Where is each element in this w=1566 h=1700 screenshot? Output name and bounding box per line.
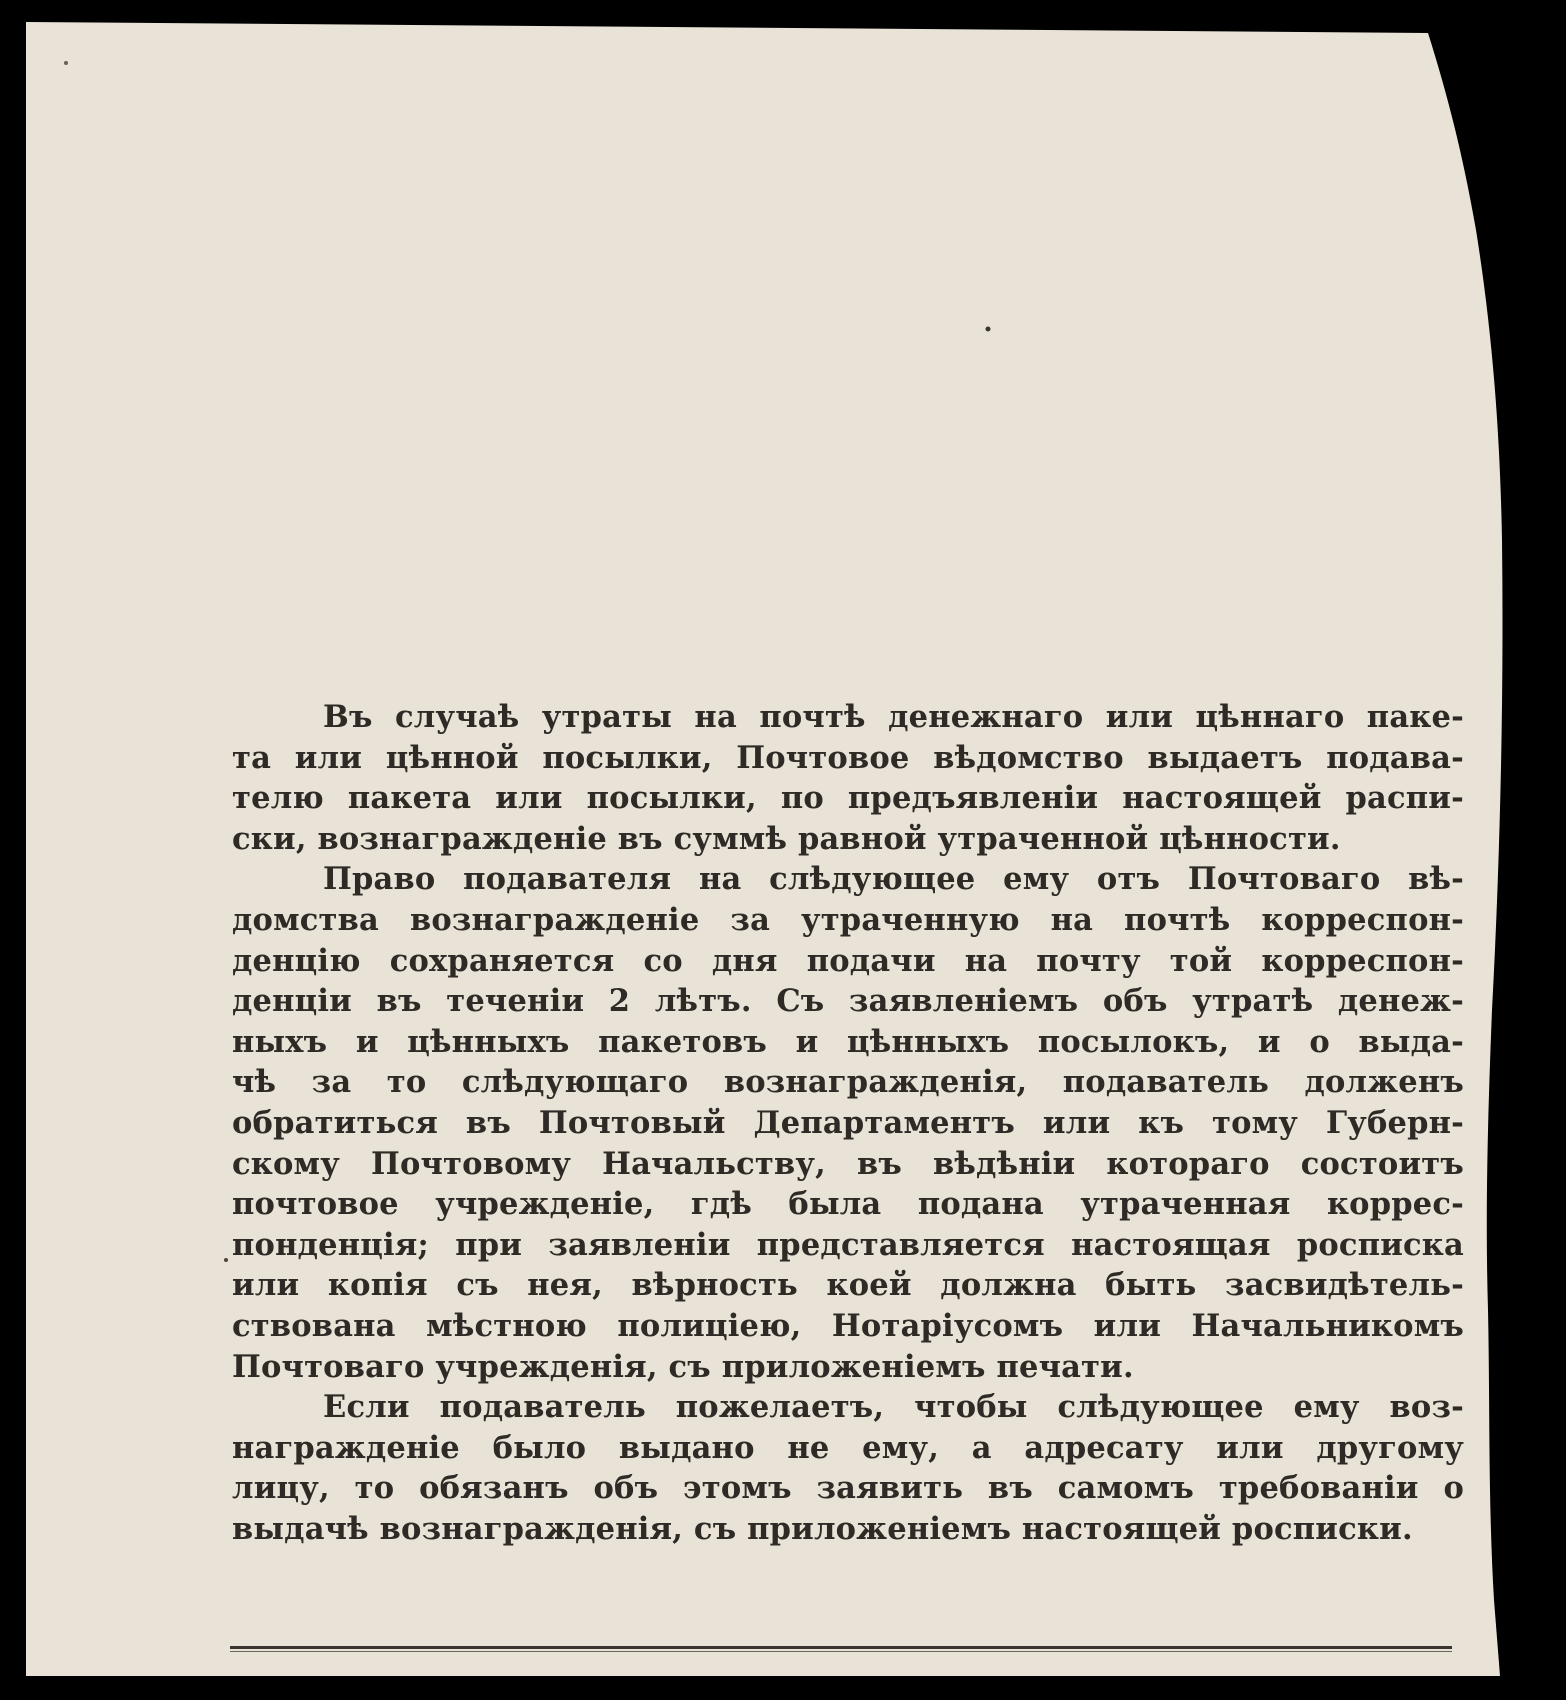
text-line: ныхъ и цѣнныхъ пакетовъ и цѣнныхъ посылокъ, и о выда- (232, 1023, 1464, 1060)
text-line: чѣ за то слѣдующаго вознагражденія, подаватель долженъ (232, 1064, 1464, 1101)
text-line: домства вознагражденіе за утраченную на почтѣ корреспон- (232, 901, 1464, 938)
text-line: скому Почтовому Начальству, въ вѣдѣніи котораго состоитъ (232, 1145, 1464, 1182)
text-line: ски, вознагражденіе въ суммѣ равной утраченной цѣнности. (232, 820, 1341, 857)
paper-speck (224, 1258, 228, 1262)
text-line: или копія съ нея, вѣрность коей должна быть засвидѣтель- (232, 1267, 1464, 1304)
text-line: ствована мѣстною полиціею, Нотаріусомъ или Начальникомъ (232, 1307, 1464, 1344)
bottom-rule-thin (230, 1651, 1452, 1652)
paper-speck (64, 61, 68, 65)
text-line: награжденіе было выдано не ему, а адресату или другому (232, 1429, 1464, 1466)
paper-speck (986, 327, 991, 332)
text-line: почтовое учрежденіе, гдѣ была подана утраченная коррес- (232, 1186, 1464, 1223)
receipt-text (232, 697, 1464, 1549)
text-line: Если подаватель пожелаетъ, чтобы слѣдующее ему воз- (323, 1389, 1464, 1426)
text-line: выдачѣ вознагражденія, съ приложеніемъ настоящей росписки. (232, 1510, 1413, 1547)
text-line: Право подавателя на слѣдующее ему отъ Почтоваго вѣ- (323, 861, 1464, 898)
paper-tear-notch (1492, 1208, 1506, 1236)
text-line: денцію сохраняется со дня подачи на почту той корреспон- (232, 942, 1464, 979)
text-line: обратиться въ Почтовый Департаментъ или къ тому Губерн- (232, 1104, 1464, 1141)
text-line: Въ случаѣ утраты на почтѣ денежнаго или цѣннаго паке- (323, 699, 1464, 735)
text-line: Почтоваго учрежденія, съ приложеніемъ печати. (232, 1348, 1134, 1385)
text-line: телю пакета или посылки, по предъявленіи настоящей распи- (232, 780, 1464, 817)
text-line: лицу, то обязанъ объ этомъ заявить въ самомъ требованіи о (232, 1470, 1464, 1507)
bottom-rule (230, 1646, 1452, 1649)
text-line: та или цѣнной посылки, Почтовое вѣдомство выдаетъ подава- (232, 739, 1464, 776)
text-line: понденція; при заявленіи представляется настоящая росписка (232, 1226, 1464, 1263)
text-line: денціи въ теченіи 2 лѣтъ. Съ заявленіемъ объ утратѣ денеж- (232, 983, 1464, 1020)
